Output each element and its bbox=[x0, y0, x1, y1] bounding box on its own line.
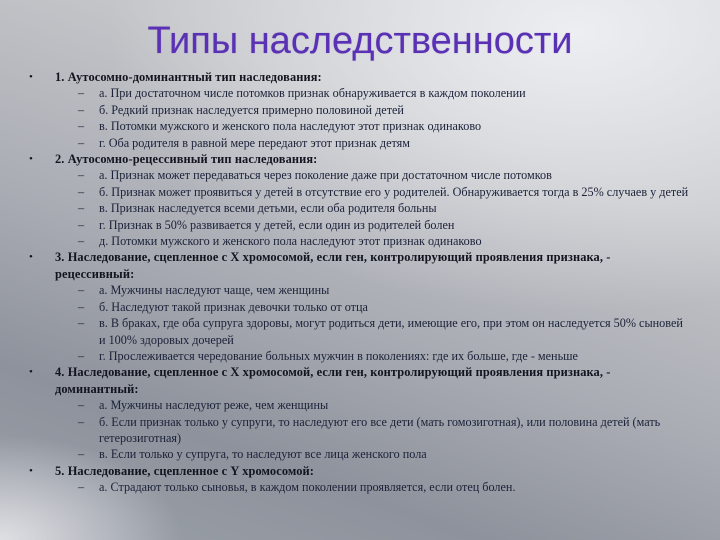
list-item-text: г. Прослеживается чередование больных мужчин в поколениях: где их больше, где - меньше bbox=[99, 348, 578, 363]
list-item-text: б. Если признак только у супруги, то наследуют его все дети (мать гомозиготная), или половина детей (мать гетерозиготная) bbox=[99, 414, 661, 445]
bullet-icon: • bbox=[29, 251, 33, 264]
dash-bullet-icon: – bbox=[78, 102, 85, 117]
dash-bullet-icon: – bbox=[78, 447, 85, 462]
dash-bullet-icon: – bbox=[78, 398, 85, 413]
list-item bbox=[0, 102, 720, 118]
section-heading: 4. Наследование, сцепленное с X хромосомой, если ген, контролирующий проявления признака, - доминантный: bbox=[55, 365, 611, 396]
dash-bullet-icon: – bbox=[78, 480, 85, 495]
list-item bbox=[0, 184, 720, 200]
list-item bbox=[0, 200, 720, 216]
list-item-text: б. Признак может проявиться у детей в отсутствие его у родителей. Обнаруживается тогда в 25% случаев у детей bbox=[99, 184, 689, 199]
list-item bbox=[0, 167, 720, 183]
list-item-text: б. Наследуют такой признак девочки только от отца bbox=[99, 299, 368, 314]
bullet-icon: • bbox=[29, 464, 33, 477]
dash-bullet-icon: – bbox=[78, 184, 85, 199]
dash-bullet-icon: – bbox=[78, 168, 85, 183]
dash-bullet-icon: – bbox=[78, 348, 85, 363]
list-item bbox=[0, 397, 720, 413]
section-heading-row bbox=[0, 69, 720, 85]
dash-bullet-icon: – bbox=[78, 119, 85, 134]
list-item-text: в. Потомки мужского и женского пола наследуют этот признак одинаково bbox=[99, 119, 482, 134]
bullet-icon: • bbox=[29, 71, 33, 83]
dash-bullet-icon: – bbox=[78, 201, 85, 216]
dash-bullet-icon: – bbox=[78, 234, 85, 249]
list-item-text: а. Мужчины наследуют чаще, чем женщины bbox=[99, 283, 330, 298]
section bbox=[0, 364, 720, 462]
list-item-text: а. Признак может передаваться через поколение даже при достаточном числе потомков bbox=[99, 168, 552, 183]
list-item-text: а. Страдают только сыновья, в каждом поколении проявляется, если отец болен. bbox=[99, 480, 516, 495]
section-heading-row bbox=[0, 364, 720, 397]
list-item bbox=[0, 446, 720, 462]
dash-bullet-icon: – bbox=[78, 135, 85, 150]
dash-bullet-icon: – bbox=[78, 299, 85, 314]
list-item bbox=[0, 135, 720, 151]
section bbox=[0, 249, 720, 364]
list-item-text: в. Если только у супруга, то наследуют все лица женского пола bbox=[99, 447, 427, 462]
section bbox=[0, 151, 720, 249]
list-item bbox=[0, 348, 720, 364]
section-heading: 2. Аутосомно-рецессивный тип наследования: bbox=[55, 152, 318, 167]
list-item bbox=[0, 118, 720, 134]
list-item bbox=[0, 414, 720, 447]
list-item-text: а. Мужчины наследуют реже, чем женщины bbox=[99, 398, 329, 413]
bullet-icon: • bbox=[29, 366, 33, 379]
dash-bullet-icon: – bbox=[78, 414, 85, 429]
list-item bbox=[0, 85, 720, 101]
dash-bullet-icon: – bbox=[78, 316, 85, 331]
section-heading: 1. Аутосомно-доминантный тип наследования: bbox=[55, 70, 322, 84]
list-item-text: г. Оба родителя в равной мере передают этот признак детям bbox=[99, 135, 410, 150]
list-item-text: д. Потомки мужского и женского пола наследуют этот признак одинаково bbox=[99, 234, 482, 249]
slide-title: Типы наследственности bbox=[147, 20, 573, 62]
dash-bullet-icon: – bbox=[78, 86, 85, 101]
bullet-icon: • bbox=[29, 153, 33, 166]
section-heading: 5. Наследование, сцепленное с Y хромосомой: bbox=[55, 463, 315, 478]
section-heading: 3. Наследование, сцепленное с X хромосомой, если ген, контролирующий проявления признака, - рецессивный: bbox=[55, 250, 611, 281]
dash-bullet-icon: – bbox=[78, 217, 85, 232]
dash-bullet-icon: – bbox=[78, 283, 85, 298]
section bbox=[0, 463, 720, 496]
list-item bbox=[0, 217, 720, 233]
list-item bbox=[0, 315, 720, 348]
section bbox=[0, 69, 720, 151]
list-item-text: б. Редкий признак наследуется примерно половиной детей bbox=[99, 102, 404, 117]
list-item bbox=[0, 299, 720, 315]
list-item-text: в. В браках, где оба супруга здоровы, могут родиться дети, имеющие его, при этом он наследуется 50% сыновей и 100% здоровых дочерей bbox=[99, 316, 683, 347]
slide-content bbox=[0, 69, 720, 496]
list-item bbox=[0, 479, 720, 495]
section-heading-row bbox=[0, 249, 720, 282]
list-item bbox=[0, 282, 720, 298]
list-item-text: а. При достаточном числе потомков признак обнаруживается в каждом поколении bbox=[99, 86, 526, 101]
list-item-text: в. Признак наследуется всеми детьми, если оба родителя больны bbox=[99, 201, 437, 216]
section-heading-row bbox=[0, 463, 720, 479]
list-item bbox=[0, 233, 720, 249]
list-item-text: г. Признак в 50% развивается у детей, если один из родителей болен bbox=[99, 217, 455, 232]
section-heading-row bbox=[0, 151, 720, 167]
